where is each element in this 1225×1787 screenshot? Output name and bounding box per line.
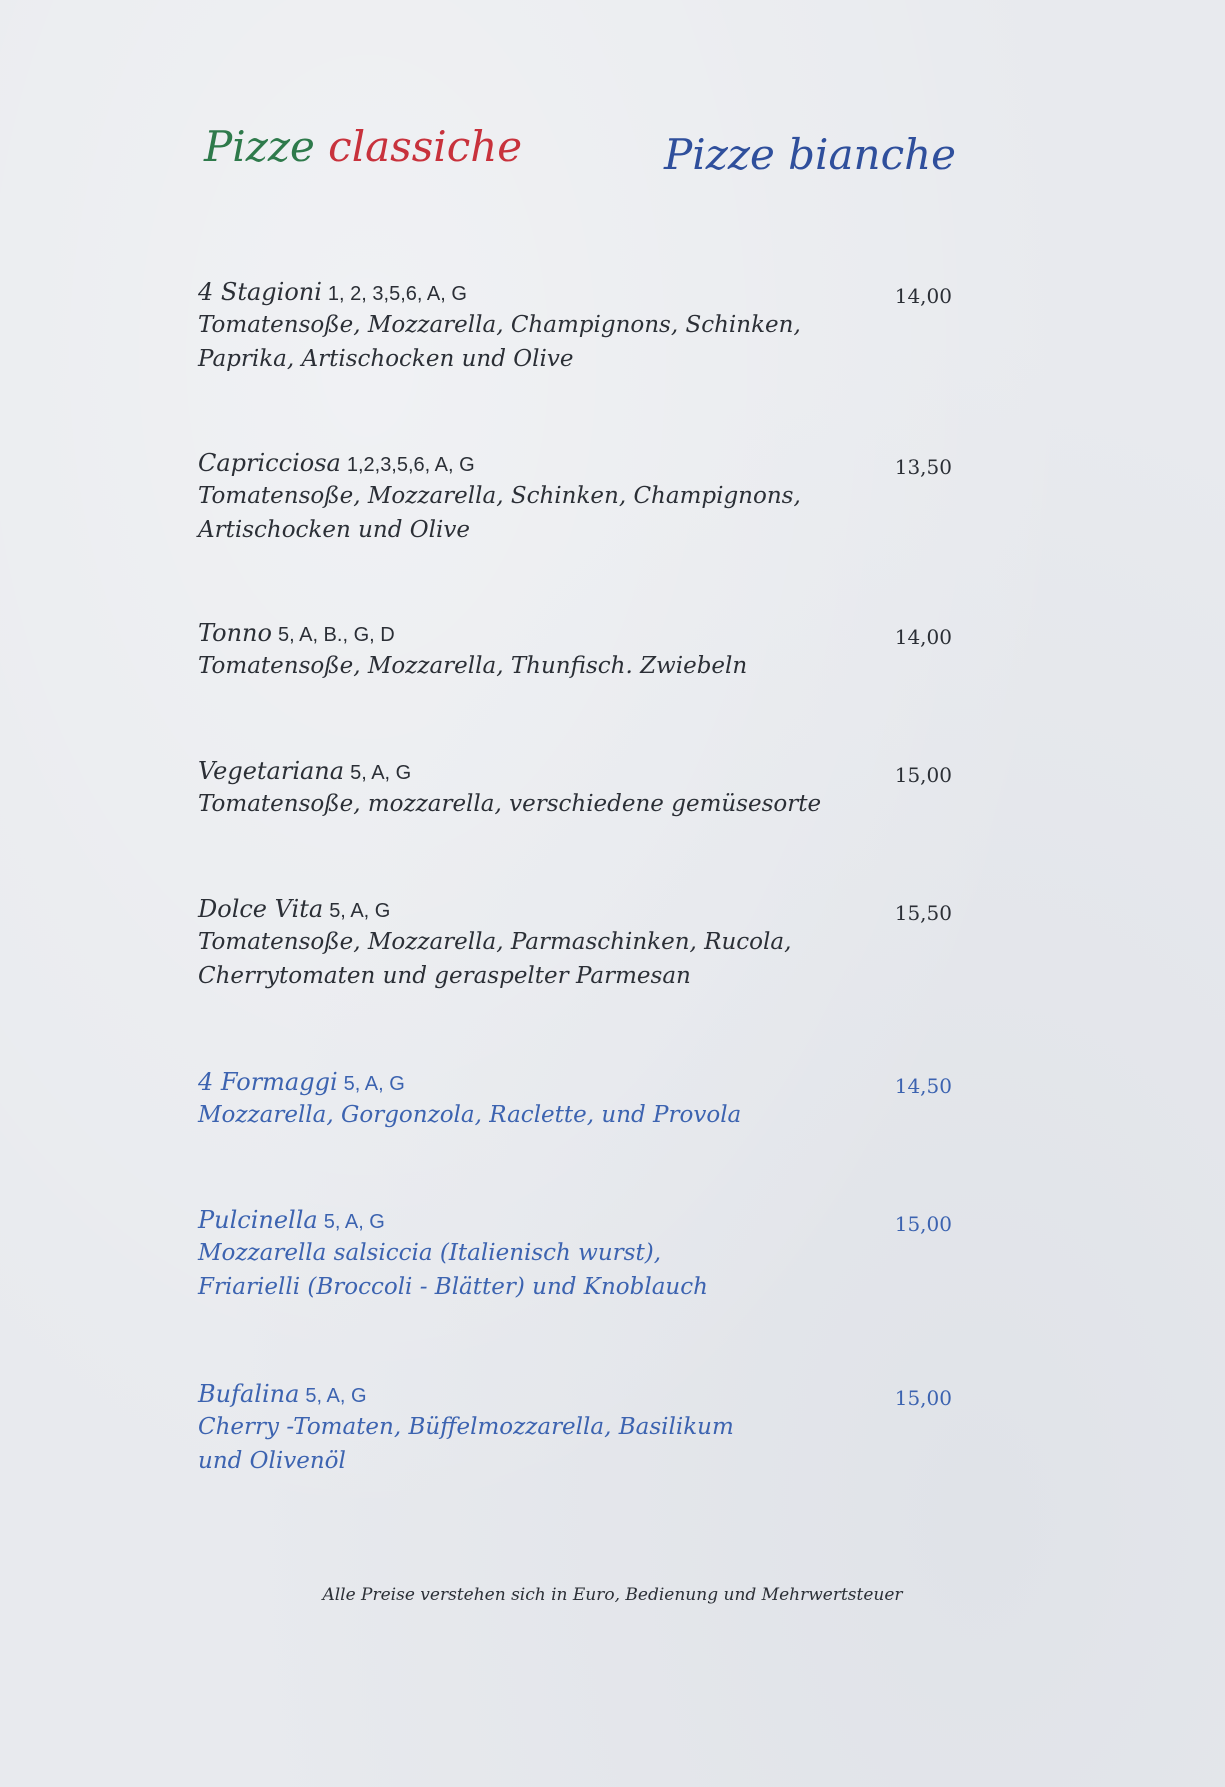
item-description-line: Tomatensoße, Mozzarella, Schinken, Champignons, (198, 483, 801, 509)
menu-item-pulcinella (198, 1206, 958, 1304)
item-description-line: Paprika, Artischocken und Olive (198, 346, 574, 372)
item-name: 4 Formaggi (198, 1068, 338, 1096)
item-name: Tonno (198, 619, 272, 647)
item-price: 15,00 (894, 1212, 952, 1236)
price-footnote: Alle Preise verstehen sich in Euro, Bedienung und Mehrwertsteuer (322, 1585, 903, 1605)
item-description-line: Friarielli (Broccoli - Blätter) und Knoblauch (198, 1274, 708, 1300)
item-description-line: Tomatensoße, Mozzarella, Champignons, Schinken, (198, 312, 801, 338)
item-allergen-codes: 5, A, G (343, 1073, 405, 1095)
item-price: 13,50 (894, 455, 952, 479)
menu-item-4-stagioni (198, 278, 958, 376)
menu-item-tonno (198, 619, 958, 683)
item-description-line: Tomatensoße, Mozzarella, Thunfisch. Zwiebeln (198, 653, 748, 679)
item-price: 15,00 (894, 763, 952, 787)
item-price: 15,50 (894, 901, 952, 925)
item-description-line: Mozzarella, Gorgonzola, Raclette, und Provola (198, 1102, 742, 1128)
item-price: 14,00 (894, 284, 952, 308)
item-allergen-codes: 1,2,3,5,6, A, G (346, 454, 475, 476)
item-name: Pulcinella (198, 1206, 318, 1234)
item-name: Dolce Vita (198, 895, 324, 923)
item-allergen-codes: 5, A, G (305, 1385, 367, 1407)
item-allergen-codes: 5, A, G (329, 900, 391, 922)
menu-item-vegetariana (198, 757, 958, 821)
item-allergen-codes: 5, A, G (350, 762, 412, 784)
item-description-line: Cherry -Tomaten, Büffelmozzarella, Basilikum (198, 1414, 734, 1440)
item-description-line: und Olivenöl (198, 1448, 346, 1474)
menu-item-4-formaggi (198, 1068, 958, 1132)
item-name: 4 Stagioni (198, 278, 322, 306)
item-price: 15,00 (894, 1386, 952, 1410)
item-description-line: Cherrytomaten und geraspelter Parmesan (198, 963, 691, 989)
menu-item-dolce-vita (198, 895, 958, 993)
item-name: Capricciosa (198, 449, 341, 477)
menu-item-capricciosa (198, 449, 958, 547)
item-description-line: Artischocken und Olive (198, 517, 470, 543)
pizze-bianche-title: Pizze bianche (664, 130, 956, 179)
menu-header (200, 122, 960, 192)
item-allergen-codes: 5, A, G (323, 1211, 385, 1233)
item-name: Vegetariana (198, 757, 345, 785)
title-pizze-word: Pizze (204, 122, 315, 171)
title-classiche-word: classiche (328, 122, 523, 171)
item-price: 14,50 (894, 1074, 952, 1098)
item-name: Bufalina (198, 1380, 300, 1408)
item-allergen-codes: 5, A, B., G, D (277, 624, 395, 646)
item-description-line: Tomatensoße, Mozzarella, Parmaschinken, Rucola, (198, 929, 792, 955)
item-price: 14,00 (894, 625, 952, 649)
item-allergen-codes: 1, 2, 3,5,6, A, G (327, 283, 467, 305)
menu-item-bufalina (198, 1380, 958, 1478)
pizze-classiche-title (204, 122, 523, 171)
item-description-line: Mozzarella salsiccia (Italienisch wurst), (198, 1240, 661, 1266)
item-description-line: Tomatensoße, mozzarella, verschiedene gemüsesorte (198, 791, 822, 817)
